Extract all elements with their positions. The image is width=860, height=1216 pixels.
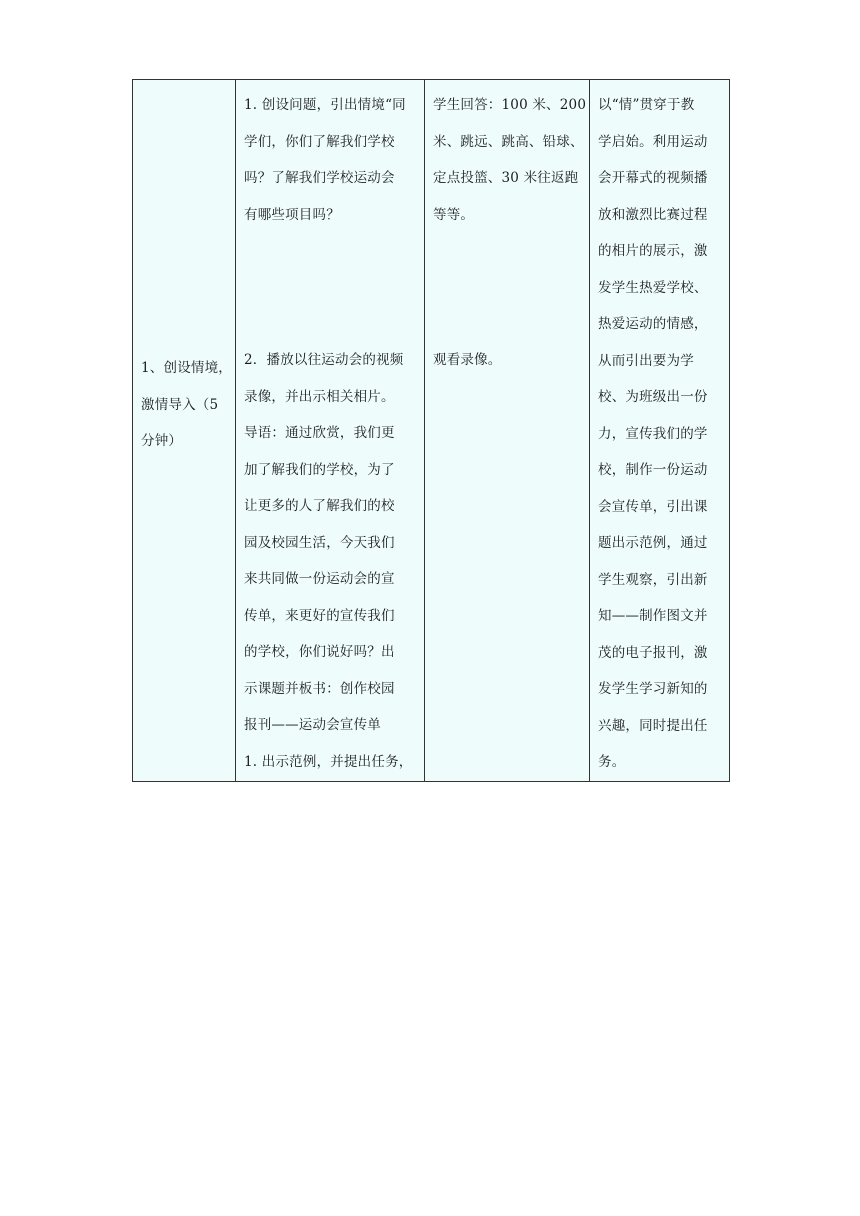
teacher-line: 吗？了解我们学校运动会 <box>244 170 395 186</box>
teacher-activity-cell <box>236 80 425 782</box>
teacher-line: 报刊——运动会宣传单 <box>244 717 381 733</box>
teacher-line: 学们，你们了解我们学校 <box>244 133 395 150</box>
intent-line: 校、为班级出一份 <box>598 389 708 405</box>
stage-line: 分钟） <box>141 433 183 449</box>
intent-line: 放和激烈比赛过程 <box>598 206 708 223</box>
teacher-line: 录像，并出示相关相片。 <box>244 388 395 405</box>
teacher-line: 的学校，你们说好吗？出 <box>244 644 395 660</box>
intent-line: 发学生学习新知的 <box>598 681 708 697</box>
teacher-line: 加了解我们的学校，为了 <box>244 461 395 478</box>
teacher-line: 1. 创设问题，引出情境“同 <box>244 97 406 113</box>
stage-cell <box>133 80 236 782</box>
intent-line: 会宣传单，引出课 <box>598 498 708 515</box>
teacher-line: 示课题并板书：创作校园 <box>244 680 395 697</box>
intent-line: 茂的电子报刊，激 <box>598 644 708 661</box>
intent-line: 务。 <box>598 754 626 770</box>
teacher-line: 来共同做一份运动会的宣 <box>244 571 395 587</box>
intent-line: 学启始。利用运动 <box>598 133 708 150</box>
intent-line: 热爱运动的情感， <box>598 316 708 332</box>
intent-line: 从而引出要为学 <box>598 352 694 369</box>
stage-line: 1、创设情境， <box>141 360 232 376</box>
intent-line: 力，宣传我们的学 <box>598 425 708 442</box>
intent-line: 知——制作图文并 <box>598 608 708 624</box>
intent-line: 以“情”贯穿于教 <box>598 97 695 113</box>
design-intent-cell <box>590 80 730 782</box>
student-activity-cell <box>425 80 590 782</box>
teacher-line: 让更多的人了解我们的校 <box>244 498 395 514</box>
teacher-line: 园及校园生活，今天我们 <box>244 534 395 551</box>
stage-line: 激情导入（5 <box>141 396 219 413</box>
intent-line: 的相片的展示，激 <box>598 243 708 259</box>
table-row <box>133 80 730 782</box>
student-line: 定点投篮、30 米往返跑 <box>433 170 579 186</box>
student-line: 米、跳远、跳高、铅球、 <box>433 133 584 150</box>
teacher-line: 有哪些项目吗？ <box>244 206 340 223</box>
intent-line: 发学生热爱学校、 <box>598 279 708 296</box>
intent-line: 学生观察，引出新 <box>598 571 708 588</box>
student-line: 学生回答：100 米、200 <box>433 97 587 113</box>
teacher-line: 1. 出示范例，并提出任务， <box>244 753 413 770</box>
intent-line: 兴趣，同时提出任 <box>598 717 708 734</box>
teacher-line: 2．播放以往运动会的视频 <box>244 352 404 368</box>
intent-line: 校，制作一份运动 <box>598 462 708 478</box>
lesson-plan-table <box>132 79 730 782</box>
student-line: 观看录像。 <box>433 352 502 368</box>
student-line: 等等。 <box>433 206 475 223</box>
intent-line: 题出示范例，通过 <box>598 535 708 551</box>
teacher-line: 导语：通过欣赏，我们更 <box>244 425 395 441</box>
intent-line: 会开幕式的视频播 <box>598 170 708 186</box>
teacher-line: 传单，来更好的宣传我们 <box>244 607 395 624</box>
